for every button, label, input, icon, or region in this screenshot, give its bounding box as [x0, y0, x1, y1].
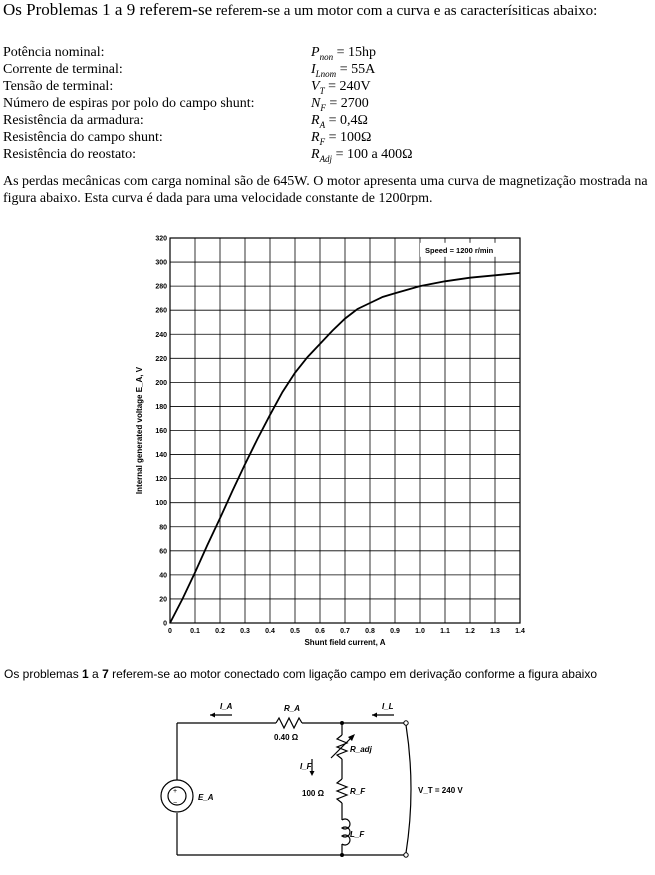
- spec-label: Resistência do reostato:: [3, 147, 136, 162]
- terminal-bottom: [404, 853, 408, 857]
- y-tick-label: 240: [155, 331, 167, 339]
- spec-label: Resistência da armadura:: [3, 113, 144, 128]
- x-tick-label: 0.9: [390, 628, 400, 635]
- y-tick-label: 60: [159, 548, 167, 556]
- arrow-il-head: [372, 713, 377, 718]
- spec-row: [3, 146, 653, 163]
- terminal-top: [404, 721, 408, 725]
- arrow-if-head: [310, 771, 315, 776]
- x-tick-label: 0.4: [265, 628, 275, 635]
- label-vt: V_T = 240 V: [418, 786, 463, 795]
- label-rf-value: 100 Ω: [302, 789, 324, 798]
- spec-row: [3, 95, 653, 112]
- y-tick-label: 180: [155, 403, 167, 411]
- magnetization-chart-container: [130, 230, 540, 655]
- x-tick-label: 0.5: [290, 628, 300, 635]
- spec-row: [3, 61, 653, 78]
- shunt-motor-circuit: [150, 695, 463, 875]
- label-rf: R_F: [350, 787, 366, 796]
- x-tick-label: 0.7: [340, 628, 350, 635]
- label-radj: R_adj: [350, 745, 372, 754]
- label-lf: L_F: [350, 830, 365, 839]
- y-tick-label: 80: [159, 524, 167, 532]
- armature-circle: [161, 780, 193, 812]
- x-tick-label: 1.2: [465, 628, 475, 635]
- spec-value: $N_F = 2700$: [311, 96, 369, 113]
- inductor-lf: [342, 819, 350, 845]
- label-il: I_L: [382, 702, 394, 711]
- header-rest: referem-se a um motor com a curva e as caracterísiticas abaixo:: [212, 3, 598, 19]
- losses-paragraph: As perdas mecânicas com carga nominal são de 645W. O motor apresenta uma curva de magnetização mostrada na figura abaixo. Esta curva é dada para uma velocidade constante de 1200rpm.: [3, 174, 648, 206]
- y-tick-label: 140: [155, 452, 167, 460]
- spec-label: Tensão de terminal:: [3, 79, 114, 94]
- x-tick-label: 0.6: [315, 628, 325, 635]
- label-ea: E_A: [198, 793, 214, 802]
- y-tick-label: 120: [155, 476, 167, 484]
- x-tick-label: 1.4: [515, 628, 525, 635]
- terminal-bracket: [406, 725, 411, 853]
- minus-sign: −: [172, 800, 178, 807]
- spec-value: $P_{non} = 15hp$: [311, 45, 376, 62]
- problem-header: [3, 0, 597, 20]
- resistor-rf: [337, 779, 347, 803]
- resistor-ra: [276, 718, 302, 728]
- spec-value: $R_F = 100\Omega$: [311, 130, 372, 147]
- label-ra-value: 0.40 Ω: [274, 733, 299, 742]
- y-tick-label: 0: [163, 620, 167, 628]
- shunt-problems-paragraph: Os problemas 1 a 7 referem-se ao motor conectado com ligação campo em derivação conforme a figura abaixo: [4, 667, 597, 681]
- y-tick-label: 200: [155, 379, 167, 387]
- spec-value: $I_{Lnom} = 55A$: [311, 62, 376, 79]
- x-tick-label: 0: [168, 628, 172, 635]
- junction-bottom: [340, 853, 344, 857]
- y-tick-label: 20: [159, 596, 167, 604]
- y-tick-label: 320: [155, 235, 167, 243]
- circuit-diagram: [150, 695, 463, 870]
- y-tick-label: 280: [155, 283, 167, 291]
- y-tick-label: 100: [155, 500, 167, 508]
- label-ra: R_A: [284, 704, 301, 713]
- motor-specs: [3, 44, 653, 163]
- speed-annotation: Speed = 1200 r/min: [425, 245, 494, 255]
- y-tick-label: 40: [159, 572, 167, 580]
- spec-value: $R_{Adj} = 100$ a 400Ω: [311, 147, 413, 164]
- x-tick-label: 0.1: [190, 628, 200, 635]
- arrow-ia-head: [210, 713, 215, 718]
- y-tick-label: 160: [155, 428, 167, 435]
- x-axis-label: Shunt field current, A: [304, 638, 386, 647]
- label-if: I_F: [300, 762, 312, 771]
- spec-label: Potência nominal:: [3, 45, 105, 60]
- spec-label: Corrente de terminal:: [3, 62, 123, 77]
- y-axis-label: Internal generated voltage E_A, V: [135, 366, 144, 495]
- spec-row: [3, 129, 653, 146]
- spec-row: [3, 44, 653, 61]
- x-tick-label: 1.1: [440, 628, 450, 635]
- spec-label: Resistência do campo shunt:: [3, 130, 163, 145]
- junction-top: [340, 721, 344, 725]
- plus-sign: +: [172, 788, 178, 795]
- spec-value: $R_A = 0,4\Omega$: [311, 113, 368, 130]
- spec-value: $V_T = 240V$: [311, 79, 371, 96]
- y-tick-label: 260: [155, 307, 167, 315]
- magnetization-chart: [130, 230, 540, 650]
- x-tick-label: 1.0: [415, 628, 425, 635]
- x-tick-label: 0.3: [240, 628, 250, 635]
- x-tick-label: 0.8: [365, 628, 375, 635]
- x-tick-label: 0.2: [215, 628, 225, 635]
- y-tick-label: 300: [155, 259, 167, 267]
- spec-row: [3, 112, 653, 129]
- x-tick-label: 1.3: [490, 628, 500, 635]
- y-tick-label: 220: [155, 355, 167, 363]
- spec-row: [3, 78, 653, 95]
- header-main: Os Problemas 1 a 9 referem-se: [3, 0, 213, 19]
- label-ia: I_A: [220, 702, 233, 711]
- spec-label: Número de espiras por polo do campo shunt:: [3, 96, 255, 111]
